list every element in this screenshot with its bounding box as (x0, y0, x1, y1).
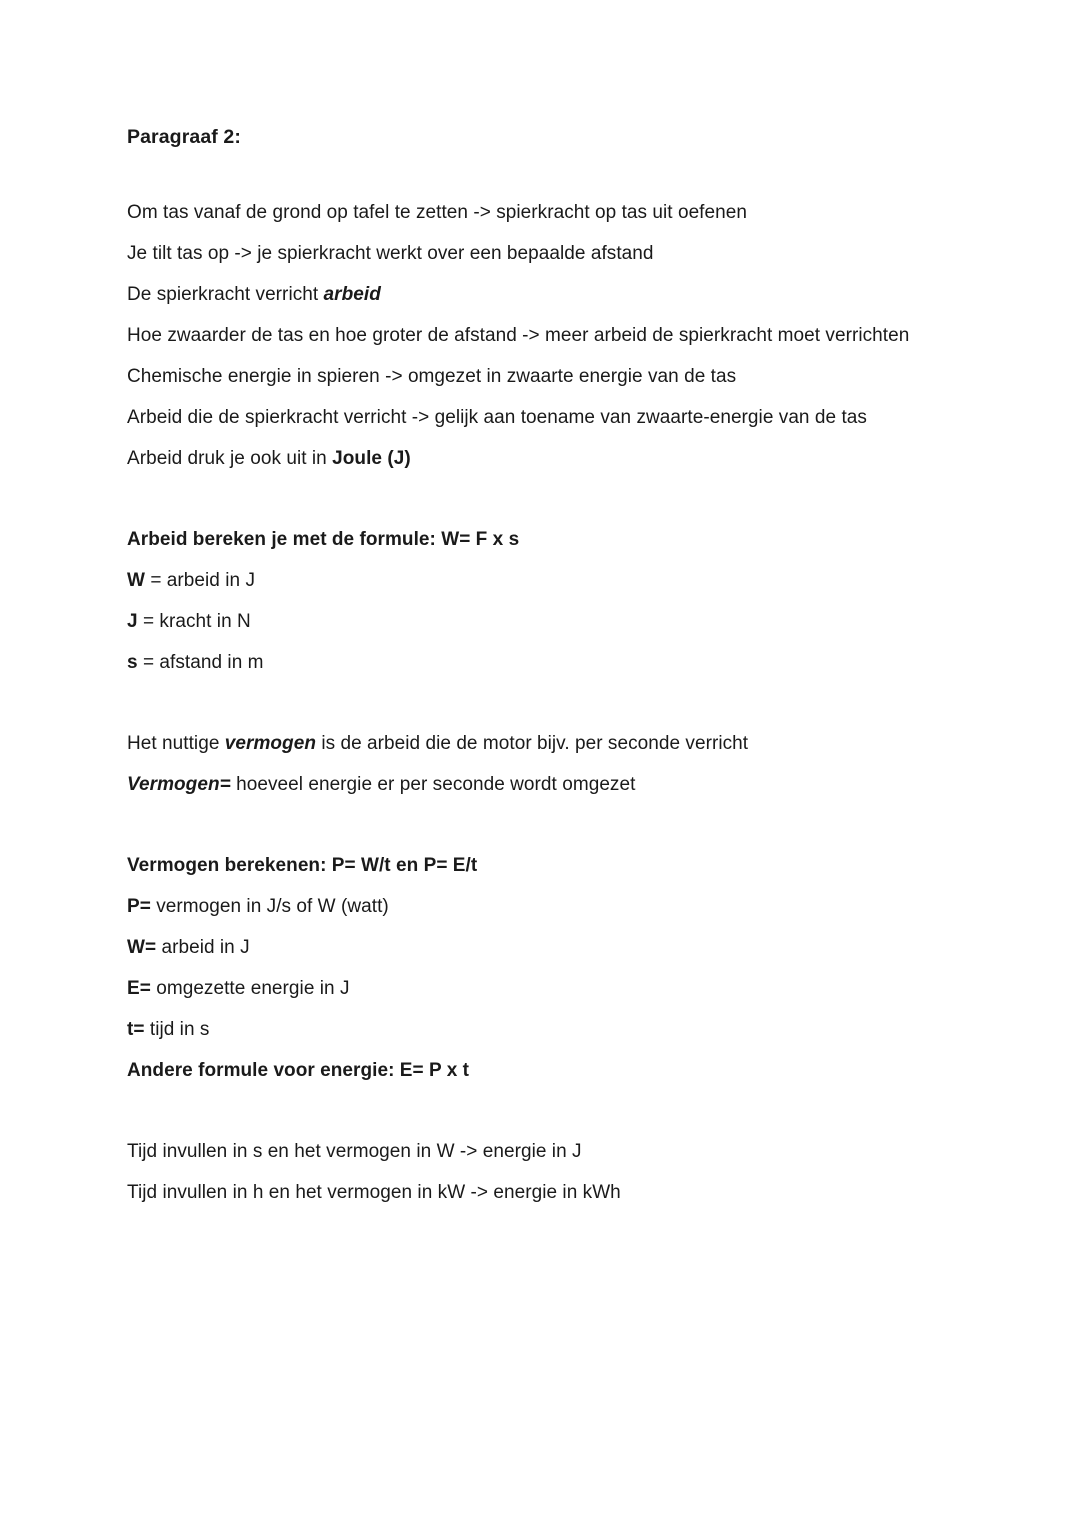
text-run-bold-italic: arbeid (323, 283, 381, 305)
line-j-kracht (127, 601, 957, 642)
paragraph-spacer (127, 1091, 957, 1131)
document-body (127, 128, 957, 1213)
text-run-bold: W (127, 569, 145, 591)
text-run-regular: Chemische energie in spieren -> omgezet in zwaarte energie van de tas (127, 365, 737, 387)
text-run-bold: Vermogen berekenen: P= W/t en P= E/t (127, 854, 478, 876)
line-om-tas (127, 192, 957, 233)
paragraph-spacer (127, 479, 957, 519)
line-je-tilt (127, 233, 957, 274)
text-run-regular: Tijd invullen in s en het vermogen in W -> energie in J (127, 1140, 582, 1162)
text-run-bold: Arbeid bereken je met de formule: W= F x s (127, 528, 520, 550)
text-run-regular: vermogen in J/s of W (watt) (150, 895, 389, 917)
line-vermogen-hoeveel (127, 764, 957, 805)
line-w-arbeid (127, 560, 957, 601)
text-run-bold: E= (127, 977, 151, 999)
text-run-bold: s (127, 651, 138, 673)
line-arbeid-die (127, 397, 957, 438)
line-de-spierkracht (127, 274, 957, 315)
line-chemische (127, 356, 957, 397)
line-t-tijd (127, 1009, 957, 1050)
text-run-regular: is de arbeid die de motor bijv. per seconde verricht (316, 732, 749, 754)
line-w-arbeid-2 (127, 927, 957, 968)
text-run-bold: Andere formule voor energie: E= P x t (127, 1059, 470, 1081)
text-run-regular: Het nuttige (127, 732, 225, 754)
line-p-vermogen (127, 886, 957, 927)
text-run-bold-italic: vermogen (224, 732, 316, 754)
text-run-bold: P= (127, 895, 151, 917)
text-blocks-container (127, 192, 957, 1213)
text-block-vermogen-formule (127, 845, 957, 1091)
text-run-regular: Tijd invullen in h en het vermogen in kW -> energie in kWh (127, 1181, 621, 1203)
text-run-regular: = afstand in m (137, 651, 264, 673)
spacer (127, 148, 957, 192)
text-run-regular: arbeid in J (156, 936, 250, 958)
text-block-intro (127, 192, 957, 479)
text-run-bold-italic: Vermogen= (127, 773, 231, 795)
text-block-eenheden (127, 1131, 957, 1213)
line-arbeid-druk (127, 438, 957, 479)
text-run-regular: De spierkracht verricht (127, 283, 324, 305)
line-hoe-zwaarder (127, 315, 957, 356)
line-s-afstand (127, 642, 957, 683)
paragraph-spacer (127, 683, 957, 723)
line-het-nuttige (127, 723, 957, 764)
paragraph-spacer (127, 805, 957, 845)
text-block-vermogen-definitie (127, 723, 957, 805)
line-vermogen-berekenen-heading (127, 845, 957, 886)
text-run-regular: Om tas vanaf de grond op tafel te zetten -> spierkracht op tas uit oefenen (127, 201, 747, 223)
text-run-bold: J (127, 610, 138, 632)
line-andere-formule-heading (127, 1050, 957, 1091)
text-run-regular: = kracht in N (137, 610, 251, 632)
text-run-regular: tijd in s (144, 1018, 210, 1040)
line-arbeid-formule-heading (127, 519, 957, 560)
text-run-regular: Hoe zwaarder de tas en hoe groter de afstand -> meer arbeid de spierkracht moet verrichten (127, 324, 910, 346)
text-block-arbeid-formule (127, 519, 957, 683)
page-title: Paragraaf 2: (127, 126, 241, 148)
text-run-regular: hoeveel energie er per seconde wordt omgezet (230, 773, 636, 795)
line-tijd-in-s (127, 1131, 957, 1172)
text-run-regular: omgezette energie in J (150, 977, 350, 999)
text-run-bold: W= (127, 936, 157, 958)
text-run-regular: Je tilt tas op -> je spierkracht werkt over een bepaalde afstand (127, 242, 654, 264)
text-run-bold: t= (127, 1018, 145, 1040)
line-tijd-in-h (127, 1172, 957, 1213)
text-run-bold: Joule (J) (332, 447, 411, 469)
text-run-regular: Arbeid die de spierkracht verricht -> gelijk aan toename van zwaarte-energie van de tas (127, 406, 867, 428)
line-e-omgezette (127, 968, 957, 1009)
text-run-regular: Arbeid druk je ook uit in (127, 447, 333, 469)
text-run-regular: = arbeid in J (144, 569, 255, 591)
